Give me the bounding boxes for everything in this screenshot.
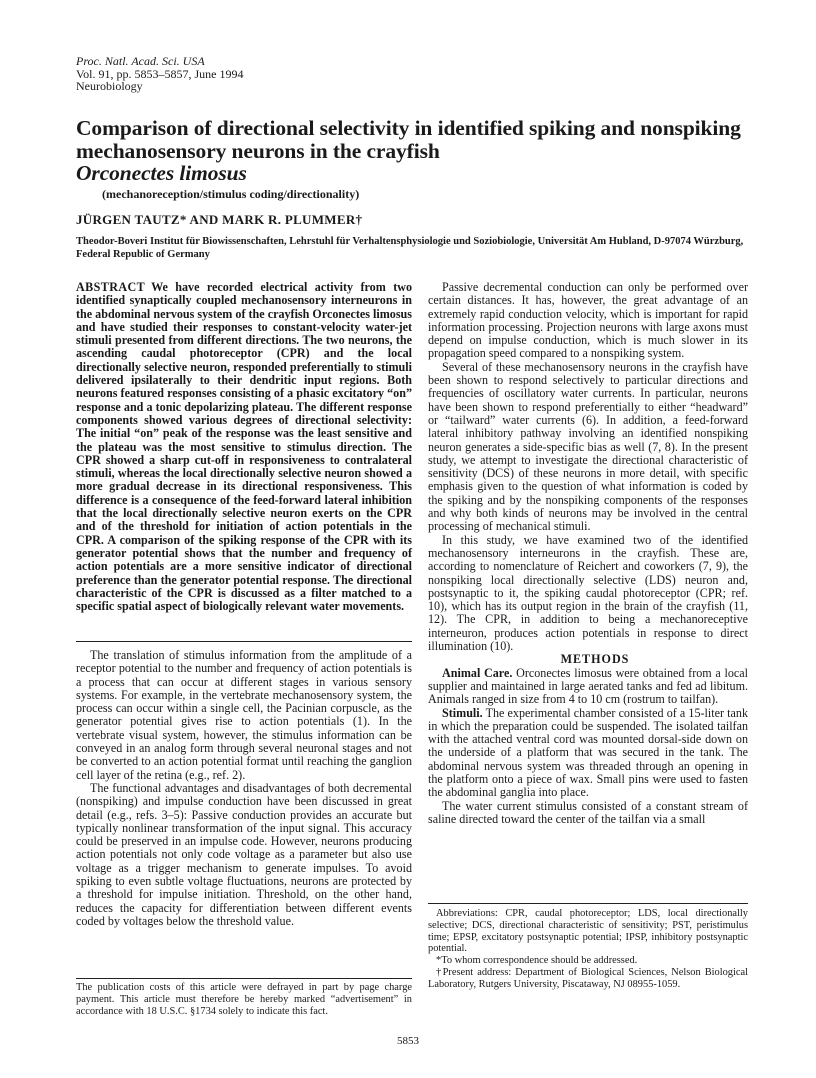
title-species: Orconectes limosus xyxy=(76,161,247,185)
body-paragraph: The translation of stimulus information from the amplitude of a receptor potential to the number and frequency of action potentials is a process that can occur at different stages in various sensory systems. For example, in the vertebrate mechanosensory system, the process can occur within a single cell, the Pacinian corpuscle, as the generator potential gives rise to action potentials (1). In the vertebrate visual system, however, the stimulus information can be conveyed in an analog form through several neuronal stages and not be converted to an action potential format until reaching the ganglion cell layer of the retina (e.g., ref. 2). xyxy=(76,648,412,782)
body-paragraph: In this study, we have examined two of the identified mechanosensory interneurons in the crayfish. These are, according to nomenclature of Reichert and coworkers (7, 9), the nonspiking local directionally selective (LDS) neuron and, postsynaptic to it, the spiking caudal photoreceptor (CPR; ref. 10), which has its output region in the brain of the crayfish (11, 12). The CPR, in addition to being a mechanoreceptive interneuron, produces action potentials in response to direct illumination (10). xyxy=(428,532,748,654)
runin-heading: Animal Care. xyxy=(442,665,513,680)
abbreviations-footnotes xyxy=(428,908,748,991)
body-paragraph: The functional advantages and disadvantages of both decremental (nonspiking) and impulse conduction have been discussed in great detail (e.g., refs. 3–5): Passive conduction provides an accurate but typically nonlinear transformation of the input signal. This accuracy could be preserved in an impulse code. However, neurons producing action potentials not only code voltage as a parameter but also use voltage as a trigger mechanism to generate impulses. To avoid spiking to even subtle voltage fluctuations, neurons are protected by a threshold for impulse initiation. Threshold, on the other hand, reduces the capacity for differentiation between different events coded by voltages below the threshold value. xyxy=(76,780,412,928)
affiliation: Theodor-Boveri Institut für Biowissenschaften, Lehrstuhl für Verhaltensphysiologie und Soziobiologie, Universität Am Hubland, D-97074 Würzburg, Federal Republic of Germany xyxy=(76,236,744,260)
title-main: Comparison of directional selectivity in identified spiking and nonspiking mechanosensory neurons in the crayfish xyxy=(76,116,741,163)
abstract-text: We have recorded electrical activity from two identified synaptically coupled mechanosensory interneurons in the abdominal nervous system of the crayfish Orconectes limosus and have studied their responses to constant-velocity water-jet stimuli presented from different directions. The two neurons, the ascending caudal photoreceptor (CPR) and the local directionally selective neuron, responded preferentially to stimuli delivered ipsilaterally to their dendritic input regions. Both neurons featured responses consisting of a phasic excitatory “on” response and a tonic depolarizing plateau. The different response components showed various degrees of directional selectivity: The initial “on” peak of the response was the least sensitive and the plateau was the most sensitive to stimulus direction. The CPR showed a sharp cut-off in responsiveness to contralateral stimuli, whereas the local directionally selective neuron showed a more gradual decrease in its directional responsiveness. This difference is a consequence of the feed-forward lateral inhibition that the local directionally selective neuron exerts on the CPR and of the threshold for initiation of action potentials in the CPR. A comparison of the spiking response of the CPR with its generator potential shows that the number and frequency of action potentials are a more sensitive indicator of directional preference than the generator potential response. The directional characteristic of the CPR is discussed as a filter matched to a specific spatial aspect of biologically relevant water movements. xyxy=(76,280,412,614)
abstract-divider xyxy=(76,641,412,642)
methods-text: Orconectes limosus were obtained from a local supplier and maintained in large aerated tanks and fed ad libitum. Animals ranged in size from 4 to 10 cm (rostrum to tailfan). xyxy=(428,665,748,707)
journal-name: Proc. Natl. Acad. Sci. USA xyxy=(76,54,205,68)
methods-text: The experimental chamber consisted of a 15-liter tank in which the preparation could be suspended. The isolated tailfan with the attached ventral cord was mounted dorsal-side down on the underside of a platform that was secured in the tank. The abdominal nervous system was threaded through an opening in the platform onto a piece of wax. Small pins were used to fasten the abdominal ganglia into place. xyxy=(428,705,748,800)
abbreviations-divider xyxy=(428,903,748,904)
methods-heading: METHODS xyxy=(560,652,630,667)
abbreviations: Abbreviations: CPR, caudal photoreceptor; LDS, local directionally selective; DCS, directional characteristic of sensitivity; PST, peristimulus time; EPSP, excitatory postsynaptic potential; IPSP, inhibitory postsynaptic potential. xyxy=(428,908,748,955)
body-paragraph: Passive decremental conduction can only be performed over certain distances. It has, however, the great advantage of an extremely rapid conduction velocity, which is important for rapid information processing. Projection neurons with large axons must depend on impulse conduction, which is much slower in its propagation speed compared to a nonspiking system. xyxy=(428,280,748,361)
footnote-present-address: †Present address: Department of Biological Sciences, Nelson Biological Laboratory, Rutgers University, Piscataway, NJ 08955-1059. xyxy=(428,966,748,990)
footnote-correspondence: *To whom correspondence should be addressed. xyxy=(436,955,638,967)
keywords: (mechanoreception/stimulus coding/directionality) xyxy=(102,187,360,201)
footnote-divider xyxy=(76,978,412,979)
left-body xyxy=(76,649,412,928)
page-number: 5853 xyxy=(397,1035,419,1047)
right-body xyxy=(428,281,748,826)
runin-heading: Stimuli. xyxy=(442,705,483,720)
journal-volume: Vol. 91, pp. 5853–5857, June 1994 xyxy=(76,66,244,81)
abstract-label: ABSTRACT xyxy=(76,280,146,294)
journal-header xyxy=(76,55,243,93)
methods-paragraph: The water current stimulus consisted of a constant stream of saline directed toward the center of the tailfan via a small xyxy=(428,798,748,826)
journal-section: Neurobiology xyxy=(76,79,143,93)
article-title xyxy=(76,117,756,185)
authors: JÜRGEN TAUTZ* AND MARK R. PLUMMER† xyxy=(76,212,363,227)
abstract xyxy=(76,281,412,613)
body-paragraph: Several of these mechanosensory neurons in the crayfish have been shown to respond selectively to particular directions and frequencies of oscillatory water currents. In particular, neurons have been shown to respond preferentially to either “headward” or “tailward” water currents (6). In addition, a feed-forward lateral inhibitory pathway involving an identified nonspiking neuron generates a side-specific bias as well (7, 8). In the present study, we attempt to investigate the directional characteristic of sensitivity (DCS) of these neurons in more detail, with specific emphasis given to the question of what information is coded by the spiking and by the nonspiking components of the responses and why both kinds of neurons may be involved in the central processing of mechanical stimuli. xyxy=(428,359,748,534)
publication-cost-note: The publication costs of this article were defrayed in part by page charge payment. This article must therefore be hereby marked “advertisement” in accordance with 18 U.S.C. §1734 solely to indicate this fact. xyxy=(76,982,412,1017)
methods-paragraph xyxy=(428,707,748,800)
methods-paragraph xyxy=(428,667,748,707)
